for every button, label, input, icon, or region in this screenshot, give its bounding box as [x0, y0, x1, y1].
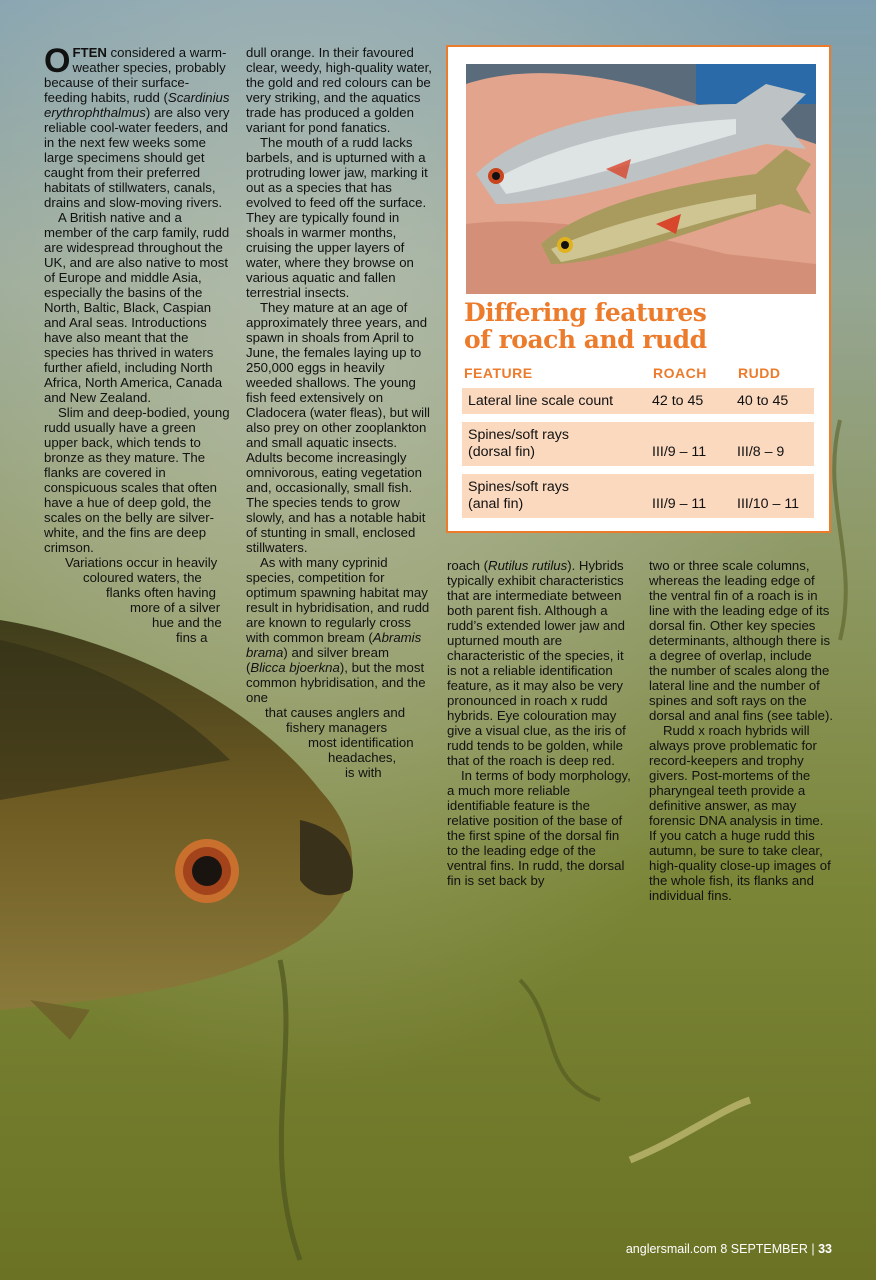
article-column-2 — [246, 45, 432, 780]
header-rudd: RUDD — [738, 365, 781, 381]
roach-rudd-photo — [466, 64, 816, 294]
body-paragraph: roach (Rutilus rutilus). Hybrids typically exhibit characteristics that are intermediate between both parent fish. Although a rudd’s extended lower jaw and upturned mouth are characteristic of the species, it is not a reliable identification feature, as it may also be very pronounced in roach x rudd hybrids. Eye colouration may give a visual clue, as the iris of rudd tends to be golden, while that of the roach is deep red. — [447, 558, 626, 768]
article-column-4 — [649, 558, 833, 903]
article-column-3 — [447, 558, 633, 888]
header-feature: FEATURE — [464, 365, 533, 381]
body-paragraph: Rudd x roach hybrids will always prove problematic for record-keepers and trophy givers. Post-mortems of the pharyngeal teeth provide a definitive answer, as may forensic DNA analysis in time. If you catch a huge rudd this autumn, be sure to take clear, high-quality close-up images of the whole fish, its flanks and individual fins. — [649, 723, 831, 903]
footer-date: 8 SEPTEMBER — [720, 1242, 808, 1256]
article-column-1 — [44, 42, 232, 645]
tapered-paragraph: Variations occur in heavily coloured waters, the flanks often having more of a silver hue and the fins a — [65, 555, 222, 645]
page-number: 33 — [818, 1242, 832, 1256]
table-row: Lateral line scale count 42 to 45 40 to 45 — [462, 388, 814, 414]
footer-separator: | — [811, 1242, 815, 1256]
body-paragraph: A British native and a member of the carp family, rudd are widespread throughout the UK, and are also native to most of Europe and middle Asia, especially the basins of the North, Baltic, Black, Caspian and Aral seas. Introductions have also meant that the species has thrived in waters further afield, including North Africa, North America, Canada and New Zealand. — [44, 210, 230, 405]
comparison-panel — [446, 45, 831, 533]
body-paragraph: In terms of body morphology, a much more reliable identifiable feature is the relative position of the base of the first spine of the dorsal fin to the leading edge of the ventral fins. In rudd, the dorsal fin is set back by — [447, 768, 631, 888]
tapered-paragraph: that causes anglers and fishery managers most identification headaches, is with — [265, 705, 414, 780]
page-footer — [626, 1242, 832, 1256]
intro-paragraph: OFTEN considered a warm-weather species, probably because of their surface-feeding habits, rudd (Scardinius erythrophthalmus) are also very reliable cool-water feeders, and in the next few weeks some large specimens should get caught from their preferred habitats of stillwaters, canals, drains and slow-moving rivers. — [44, 42, 230, 210]
body-paragraph: They mature at an age of approximately three years, and spawn in shoals from April to June, the females laying up to 250,000 eggs in heavily weeded shallows. The young fish feed extensively on Cladocera (water fleas), but will also prey on other zooplankton and small aquatic insects. Adults become increasingly omnivorous, eating vegetation and, occasionally, small fish. The species tends to grow slowly, and has a notable habit of stunting in small, enclosed stillwaters. — [246, 300, 430, 555]
footer-site: anglersmail.com — [625, 1242, 717, 1256]
table-row: Spines/soft rays (dorsal fin) III/9 – 11 III/8 – 9 — [462, 422, 814, 466]
header-roach: ROACH — [653, 365, 707, 381]
body-paragraph: As with many cyprinid species, competition for optimum spawning habitat may result in hybridisation, and rudd are known to regularly cross with common bream (Abramis brama) and silver bream (Blicca bjoerkna), but the most common hybridisation, and the one — [246, 555, 430, 705]
body-paragraph: dull orange. In their favoured clear, weedy, high-quality water, the gold and red colours can be very striking, and the aquatics trade has produced a golden variant for pond fanatics. — [246, 45, 432, 135]
panel-title: Differing features of roach and rudd — [464, 298, 707, 354]
body-paragraph: two or three scale columns, whereas the leading edge of the ventral fin of a roach is in line with the leading edge of its dorsal fin. Other key species determinants, although there is a degree of overlap, include the number of scales along the lateral line and the number of spines and soft rays on the dorsal and anal fins (see table). — [649, 558, 834, 723]
body-paragraph: The mouth of a rudd lacks barbels, and is upturned with a protruding lower jaw, marking it out as a species that has evolved to feed off the surface. They are typically found in shoals in warmer months, cruising the upper layers of water, where they browse on various aquatic and fallen terrestrial insects. — [246, 135, 428, 300]
drop-cap: O — [44, 42, 71, 80]
table-row: Spines/soft rays (anal fin) III/9 – 11 III/10 – 11 — [462, 474, 814, 518]
fish-in-hands-image — [466, 64, 816, 294]
body-paragraph: Slim and deep-bodied, young rudd usually have a green upper back, which tends to bronze as they mature. The flanks are covered in conspicuous scales that often have a hue of deep gold, the scales on the belly are silver-white, and the fins are deep crimson. — [44, 405, 230, 555]
